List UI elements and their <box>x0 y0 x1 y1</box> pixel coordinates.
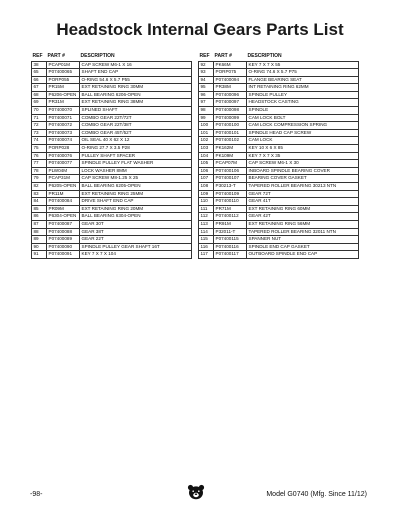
table-row <box>32 167 192 175</box>
description-cell: KEY 7 X 7 X 55 <box>247 61 359 69</box>
table-header-row <box>32 52 192 61</box>
ref-cell: 94 <box>199 76 214 84</box>
part-number-cell: PK109M <box>214 152 247 160</box>
part-number-cell: P07400094 <box>214 76 247 84</box>
table-row <box>32 84 192 92</box>
ref-cell: 101 <box>199 129 214 137</box>
description-cell: TAPERED ROLLER BEARING 32011 NTN <box>247 228 359 236</box>
part-number-cell: PR91M <box>214 220 247 228</box>
part-number-cell: P07400071 <box>47 114 80 122</box>
description-cell: INT RETAINING RING 62MM <box>247 84 359 92</box>
part-number-cell: P07400076 <box>47 152 80 160</box>
part-number-cell: P07400117 <box>214 251 247 259</box>
ref-cell: 73 <box>32 129 47 137</box>
header-ref: REF <box>199 52 210 59</box>
part-number-cell: PR15M <box>47 84 80 92</box>
part-number-cell: P07400070 <box>47 107 80 115</box>
table-row <box>32 152 192 160</box>
ref-cell: 97 <box>199 99 214 107</box>
description-cell: COMBO GEAR 22T/72T <box>80 114 192 122</box>
description-cell: BALL BEARING 6304-OPEN <box>80 213 192 221</box>
description-cell: CAP SCREW M6-1 X 16 <box>80 61 192 69</box>
ref-cell: 99 <box>199 114 214 122</box>
table-row <box>199 152 359 160</box>
header-description: DESCRIPTION <box>80 52 115 59</box>
page-number: -98- <box>30 491 43 498</box>
table-row <box>199 236 359 244</box>
part-number-cell: P07400077 <box>47 160 80 168</box>
table-row <box>199 198 359 206</box>
ref-cell: 100 <box>199 122 214 130</box>
ref-cell: 96 <box>199 91 214 99</box>
table-row <box>32 160 192 168</box>
part-number-cell: P07400090 <box>47 243 80 251</box>
part-number-cell: P07400107 <box>214 175 247 183</box>
ref-cell: 84 <box>32 198 47 206</box>
table-row <box>199 114 359 122</box>
part-number-cell: P6304-OPEN <box>47 213 80 221</box>
header-description: DESCRIPTION <box>247 52 282 59</box>
part-number-cell: PORP075 <box>214 69 247 77</box>
header-ref: REF <box>32 52 43 59</box>
part-number-cell: P07400089 <box>47 236 80 244</box>
ref-cell: 66 <box>32 76 47 84</box>
ref-cell: 87 <box>32 220 47 228</box>
description-cell: SPINDLE END CAP GASKET <box>247 243 359 251</box>
part-number-cell: PCAP31M <box>47 175 80 183</box>
part-number-cell: P07400110 <box>214 198 247 206</box>
part-number-cell: P07400087 <box>47 220 80 228</box>
table-row <box>32 183 192 191</box>
model-info: Model G0740 (Mfg. Since 11/12) <box>266 491 367 498</box>
part-number-cell: P07400088 <box>47 228 80 236</box>
description-cell: TAPERED ROLLER BEARING 30213 NTN <box>247 183 359 191</box>
ref-cell: 72 <box>32 122 47 130</box>
table-row <box>32 129 192 137</box>
part-number-cell: P07400101 <box>214 129 247 137</box>
ref-cell: 117 <box>199 251 214 259</box>
description-cell: GEAR 30T <box>80 220 192 228</box>
ref-cell: 113 <box>199 220 214 228</box>
description-cell: SPINDLE HEAD CAP SCREW <box>247 129 359 137</box>
description-cell: DRIVE SHAFT END CAP <box>80 198 192 206</box>
description-cell: SPINDLE <box>247 107 359 115</box>
part-number-cell: P07400109 <box>214 190 247 198</box>
description-cell: CAM LOCK <box>247 137 359 145</box>
table-header-row <box>199 52 359 61</box>
table-row <box>199 183 359 191</box>
description-cell: CAP SCREW M6-1 X 30 <box>247 160 359 168</box>
ref-cell: 90 <box>32 243 47 251</box>
table-row <box>199 122 359 130</box>
table-row <box>32 137 192 145</box>
table-row <box>199 76 359 84</box>
description-cell: GEAR 41T <box>247 198 359 206</box>
part-number-cell: PR31M <box>47 99 80 107</box>
table-row <box>32 228 192 236</box>
table-row <box>199 228 359 236</box>
description-cell: KEY 7 X 7 X 35 <box>247 152 359 160</box>
parts-table-left-body <box>32 61 192 258</box>
table-row <box>199 251 359 259</box>
ref-cell: 76 <box>32 152 47 160</box>
description-cell: GEAR 42T <box>247 213 359 221</box>
description-cell: SHAFT END CAP <box>80 69 192 77</box>
description-cell: EXT RETAINING RING 30MM <box>80 84 192 92</box>
table-row <box>32 114 192 122</box>
description-cell: KEY 10 X 6 X 85 <box>247 145 359 153</box>
table-row <box>199 61 359 69</box>
ref-cell: 95 <box>199 84 214 92</box>
table-row <box>32 198 192 206</box>
table-row <box>32 205 192 213</box>
page-title: Headstock Internal Gears Parts List <box>56 20 344 39</box>
ref-cell: 104 <box>199 152 214 160</box>
table-row <box>32 69 192 77</box>
part-number-cell: P07400098 <box>214 107 247 115</box>
ref-cell: 112 <box>199 213 214 221</box>
part-number-cell: P07400073 <box>47 129 80 137</box>
part-number-cell: PK66M <box>214 61 247 69</box>
parts-table-right <box>198 52 359 259</box>
table-row <box>32 175 192 183</box>
part-number-cell: P07400072 <box>47 122 80 130</box>
description-cell: OUTBOARD SPINDLE END CAP <box>247 251 359 259</box>
table-row <box>32 236 192 244</box>
description-cell: O-RING 74.6 X 5.7 P75 <box>247 69 359 77</box>
description-cell: EXT RETAINING RING 60MM <box>247 205 359 213</box>
table-row <box>32 122 192 130</box>
description-cell: CAP SCREW M8-1.25 X 25 <box>80 175 192 183</box>
part-number-cell: P07400112 <box>214 213 247 221</box>
description-cell: COMBO GEAR 22T/38T <box>80 122 192 130</box>
description-cell: LOCK WASHER 8MM <box>80 167 192 175</box>
part-number-cell: PR09M <box>47 205 80 213</box>
description-cell: HEADSTOCK CASTING <box>247 99 359 107</box>
ref-cell: 91 <box>32 251 47 259</box>
part-number-cell: PK162M <box>214 145 247 153</box>
ref-cell: 114 <box>199 228 214 236</box>
ref-cell: 88 <box>32 228 47 236</box>
part-number-cell: PCAP07M <box>214 160 247 168</box>
description-cell: GEAR 72T <box>247 190 359 198</box>
ref-cell: 77 <box>32 160 47 168</box>
ref-cell: 108 <box>199 183 214 191</box>
table-row <box>199 129 359 137</box>
ref-cell: 102 <box>199 137 214 145</box>
table-row <box>199 167 359 175</box>
ref-cell: 74 <box>32 137 47 145</box>
description-cell: SPLINED SHAFT <box>80 107 192 115</box>
description-cell: EXT RETAINING RING 56MM <box>247 220 359 228</box>
part-number-cell: P6206-OPEN <box>47 91 80 99</box>
part-number-cell: PR11M <box>47 190 80 198</box>
table-row <box>32 145 192 153</box>
description-cell: O-RING 54.6 X 5.7 P55 <box>80 76 192 84</box>
ref-cell: 85 <box>32 205 47 213</box>
ref-cell: 65 <box>32 69 47 77</box>
table-row <box>199 69 359 77</box>
description-cell: EXT RETAINING RING 25MM <box>80 190 192 198</box>
description-cell: PULLEY SHAFT SPACER <box>80 152 192 160</box>
table-row <box>32 220 192 228</box>
ref-cell: 105 <box>199 160 214 168</box>
description-cell: BALL BEARING 6206-OPEN <box>80 91 192 99</box>
ref-cell: 75 <box>32 145 47 153</box>
ref-cell: 38 <box>32 61 47 69</box>
ref-cell: 70 <box>32 107 47 115</box>
ref-cell: 86 <box>32 213 47 221</box>
table-row <box>199 145 359 153</box>
ref-cell: 98 <box>199 107 214 115</box>
bear-head-logo-icon <box>187 484 205 500</box>
description-cell: SPANNER NUT <box>247 236 359 244</box>
ref-cell: 68 <box>32 91 47 99</box>
table-row <box>32 76 192 84</box>
description-cell: BEARING COVER GASKET <box>247 175 359 183</box>
table-row <box>199 205 359 213</box>
description-cell: SPINDLE PULLEY FLAT WASHER <box>80 160 192 168</box>
ref-cell: 83 <box>32 190 47 198</box>
ref-cell: 82 <box>32 183 47 191</box>
table-row <box>32 107 192 115</box>
table-row <box>199 107 359 115</box>
table-row <box>199 190 359 198</box>
part-number-cell: P07400116 <box>214 243 247 251</box>
part-number-cell: P07400091 <box>47 251 80 259</box>
description-cell: BALL BEARING 6205-OPEN <box>80 183 192 191</box>
part-number-cell: P07400106 <box>214 167 247 175</box>
part-number-cell: PR38M <box>214 84 247 92</box>
table-row <box>199 220 359 228</box>
part-number-cell: PLW04M <box>47 167 80 175</box>
ref-cell: 89 <box>32 236 47 244</box>
ref-cell: 111 <box>199 205 214 213</box>
ref-cell: 78 <box>32 167 47 175</box>
description-cell: COMBO GEAR 45T/52T <box>80 129 192 137</box>
part-number-cell: P07400074 <box>47 137 80 145</box>
ref-cell: 79 <box>32 175 47 183</box>
part-number-cell: P07400096 <box>214 91 247 99</box>
table-row <box>32 213 192 221</box>
ref-cell: 107 <box>199 175 214 183</box>
parts-table-left <box>31 52 192 259</box>
description-cell: FLANGE BEARING SEAT <box>247 76 359 84</box>
part-number-cell: P07400097 <box>214 99 247 107</box>
table-row <box>199 91 359 99</box>
ref-cell: 116 <box>199 243 214 251</box>
description-cell: GEAR 22T <box>80 236 192 244</box>
ref-cell: 109 <box>199 190 214 198</box>
ref-cell: 103 <box>199 145 214 153</box>
ref-cell: 71 <box>32 114 47 122</box>
parts-table-right-body <box>199 61 359 258</box>
table-row <box>32 190 192 198</box>
description-cell: EXT RETAINING RING 20MM <box>80 205 192 213</box>
table-row <box>199 99 359 107</box>
part-number-cell: P07400102 <box>214 137 247 145</box>
ref-cell: 93 <box>199 69 214 77</box>
table-row <box>32 61 192 69</box>
ref-cell: 69 <box>32 99 47 107</box>
ref-cell: 67 <box>32 84 47 92</box>
description-cell: EXT RETAINING RING 38MM <box>80 99 192 107</box>
table-row <box>32 243 192 251</box>
description-cell: SPINDLE PULLEY GEAR SHAFT 16T <box>80 243 192 251</box>
part-number-cell: P6205-OPEN <box>47 183 80 191</box>
table-row <box>199 160 359 168</box>
part-number-cell: PR71M <box>214 205 247 213</box>
part-number-cell: P07400065 <box>47 69 80 77</box>
part-number-cell: P32011-T <box>214 228 247 236</box>
description-cell: SPINDLE PULLEY <box>247 91 359 99</box>
header-part: PART # <box>214 52 232 59</box>
table-row <box>32 251 192 259</box>
table-row <box>32 99 192 107</box>
ref-cell: 115 <box>199 236 214 244</box>
ref-cell: 92 <box>199 61 214 69</box>
description-cell: GEAR 38T <box>80 228 192 236</box>
part-number-cell: P30213-T <box>214 183 247 191</box>
part-number-cell: PCAP01M <box>47 61 80 69</box>
part-number-cell: P07400100 <box>214 122 247 130</box>
description-cell: O-RING 27.7 X 3.5 P28 <box>80 145 192 153</box>
part-number-cell: P07400099 <box>214 114 247 122</box>
description-cell: KEY 7 X 7 X 104 <box>80 251 192 259</box>
part-number-cell: PORP055 <box>47 76 80 84</box>
table-row <box>199 213 359 221</box>
table-row <box>199 84 359 92</box>
table-row <box>199 243 359 251</box>
ref-cell: 106 <box>199 167 214 175</box>
description-cell: INBOARD SPINDLE BEARING COVER <box>247 167 359 175</box>
part-number-cell: P07400084 <box>47 198 80 206</box>
ref-cell: 110 <box>199 198 214 206</box>
description-cell: CAM LOCK BOLT <box>247 114 359 122</box>
header-part: PART # <box>47 52 65 59</box>
description-cell: OIL SEAL 40 X 62 X 12 <box>80 137 192 145</box>
table-row <box>32 91 192 99</box>
table-row <box>199 175 359 183</box>
part-number-cell: PORP028 <box>47 145 80 153</box>
table-row <box>199 137 359 145</box>
description-cell: CAM LOCK COMPRESSION SPRING <box>247 122 359 130</box>
part-number-cell: P07400115 <box>214 236 247 244</box>
